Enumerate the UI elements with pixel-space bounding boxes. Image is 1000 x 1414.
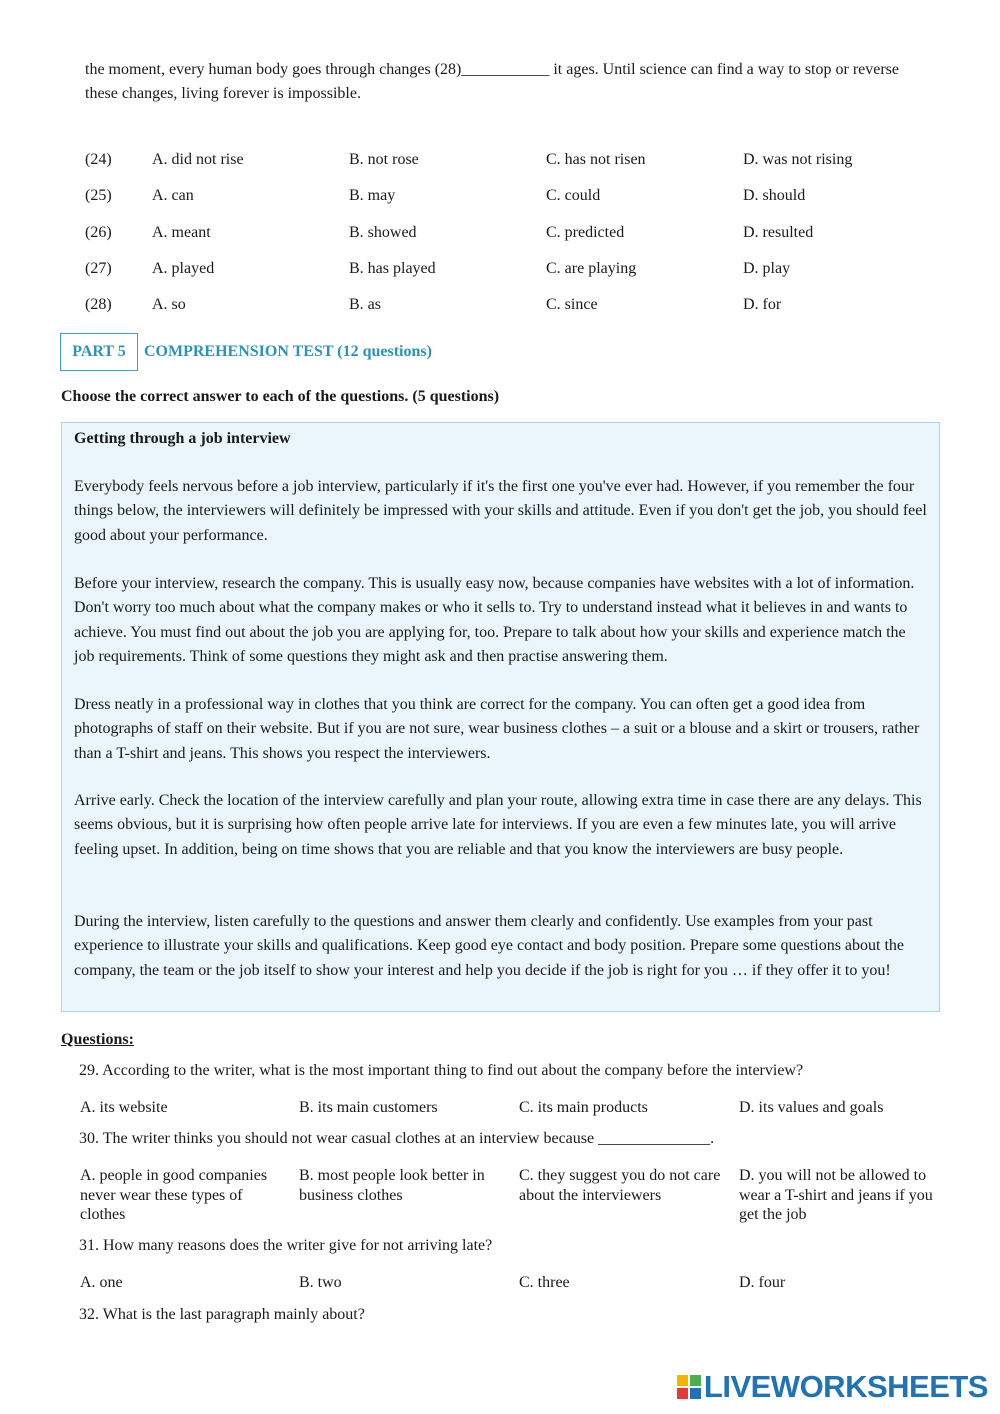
option-a[interactable]: A. so bbox=[152, 296, 186, 313]
passage-paragraph-5: During the interview, listen carefully to the questions and answer them clearly and confidently. Use examples from your past experience to illustrate your skills and qualifications. Keep good eye contact and body position. Prepare some questions about the company, the team or the job itself to show your interest and help you decide if the job is right for you … if they offer it to you! bbox=[74, 913, 905, 979]
question-29: 29. According to the writer, what is the most important thing to find out about the company before the interview? bbox=[79, 1062, 804, 1079]
passage-paragraph-3: Dress neatly in a professional way in clothes that you think are correct for the company. You can often get a good idea from photographs of staff on their website. But if you are not sure, wear business clothes – a suit or a blouse and a skirt or trousers, rather than a T-shirt and jeans. This shows you respect the interviewers. bbox=[74, 696, 920, 762]
option-d[interactable]: D. for bbox=[743, 296, 782, 313]
answer-31-d[interactable]: D. four bbox=[739, 1274, 786, 1291]
answer-29-d[interactable]: D. its values and goals bbox=[739, 1099, 884, 1116]
answer-31-b[interactable]: B. two bbox=[299, 1274, 342, 1291]
logo-square-blue bbox=[690, 1388, 701, 1399]
question-32: 32. What is the last paragraph mainly about? bbox=[79, 1306, 365, 1323]
option-a[interactable]: A. meant bbox=[152, 224, 211, 241]
option-b[interactable]: B. may bbox=[349, 187, 396, 204]
intro-text bbox=[85, 58, 945, 106]
question-30: 30. The writer thinks you should not wear casual clothes at an interview because ______________. bbox=[79, 1130, 715, 1147]
answer-29-a[interactable]: A. its website bbox=[80, 1099, 168, 1116]
option-b[interactable]: B. as bbox=[349, 296, 381, 313]
passage-paragraph-2: Before your interview, research the company. This is usually easy now, because companies have websites with a lot of information. Don't worry too much about what the company makes or who it sells to. Try to understand instead what it believes in and wants to achieve. You must find out about the job you are applying for, too. Prepare to talk about how your skills and experience match the job requirements. Think of some questions they might ask and then practise answering them. bbox=[74, 575, 915, 665]
logo-square-green bbox=[690, 1375, 701, 1386]
option-c[interactable]: C. could bbox=[546, 187, 601, 204]
intro-line-2: these changes, living forever is impossible. bbox=[85, 85, 361, 102]
logo-square-yellow bbox=[677, 1375, 688, 1386]
passage-title: Getting through a job interview bbox=[74, 430, 291, 447]
question-31: 31. How many reasons does the writer give for not arriving late? bbox=[79, 1237, 493, 1254]
option-row-28 bbox=[85, 293, 945, 317]
answer-30-c[interactable]: C. they suggest you do not care about the interviewers bbox=[519, 1167, 721, 1204]
passage-paragraph-4: Arrive early. Check the location of the interview carefully and plan your route, allowing extra time in case there are any delays. This seems obvious, but it is surprising how often people arrive late for interviews. If you are even a few minutes late, you will arrive feeling upset. In addition, being on time shows that you are reliable and that you know the interviewers are busy people. bbox=[74, 792, 922, 858]
logo-text: LIVEWORKSHEETS bbox=[703, 1369, 988, 1404]
option-d[interactable]: D. was not rising bbox=[743, 151, 853, 168]
option-number: (25) bbox=[85, 187, 112, 204]
option-row-26 bbox=[85, 221, 945, 245]
option-number: (28) bbox=[85, 296, 112, 313]
option-number: (24) bbox=[85, 151, 112, 168]
option-c[interactable]: C. since bbox=[546, 296, 598, 313]
answer-29-c[interactable]: C. its main products bbox=[519, 1099, 648, 1116]
logo-square-red bbox=[677, 1388, 688, 1399]
option-row-24 bbox=[85, 148, 945, 172]
option-c[interactable]: C. has not risen bbox=[546, 151, 646, 168]
option-d[interactable]: D. resulted bbox=[743, 224, 814, 241]
reading-passage bbox=[61, 422, 940, 1012]
option-b[interactable]: B. showed bbox=[349, 224, 417, 241]
liveworksheets-logo[interactable] bbox=[677, 1370, 988, 1404]
intro-line-1: the moment, every human body goes through changes (28)___________ it ages. Until science can find a way to stop or reverse bbox=[85, 61, 900, 78]
answer-29-b[interactable]: B. its main customers bbox=[299, 1099, 438, 1116]
answer-31-c[interactable]: C. three bbox=[519, 1274, 570, 1291]
option-c[interactable]: C. are playing bbox=[546, 260, 637, 277]
part-title: COMPREHENSION TEST (12 questions) bbox=[144, 343, 432, 360]
option-a[interactable]: A. played bbox=[152, 260, 215, 277]
option-a[interactable]: A. did not rise bbox=[152, 151, 244, 168]
instruction: Choose the correct answer to each of the questions. (5 questions) bbox=[61, 388, 500, 405]
part-label: PART 5 bbox=[60, 333, 138, 371]
option-c[interactable]: C. predicted bbox=[546, 224, 625, 241]
option-number: (27) bbox=[85, 260, 112, 277]
option-d[interactable]: D. should bbox=[743, 187, 806, 204]
answer-31-a[interactable]: A. one bbox=[80, 1274, 123, 1291]
questions-heading: Questions: bbox=[61, 1031, 134, 1048]
answer-30-a[interactable]: A. people in good companies never wear these types of clothes bbox=[80, 1167, 268, 1223]
option-d[interactable]: D. play bbox=[743, 260, 791, 277]
option-b[interactable]: B. has played bbox=[349, 260, 436, 277]
option-a[interactable]: A. can bbox=[152, 187, 194, 204]
answer-30-b[interactable]: B. most people look better in business clothes bbox=[299, 1167, 485, 1204]
option-number: (26) bbox=[85, 224, 112, 241]
answer-30-d[interactable]: D. you will not be allowed to wear a T-shirt and jeans if you get the job bbox=[739, 1167, 933, 1223]
option-row-25 bbox=[85, 184, 945, 208]
passage-paragraph-1: Everybody feels nervous before a job interview, particularly if it's the first one you've ever had. However, if you remember the four things below, the interviewers will definitely be impressed with your skills and attitude. Even if you don't get the job, you should feel good about your performance. bbox=[74, 478, 927, 544]
option-row-27 bbox=[85, 257, 945, 281]
option-b[interactable]: B. not rose bbox=[349, 151, 419, 168]
logo-mark-icon bbox=[677, 1375, 701, 1399]
